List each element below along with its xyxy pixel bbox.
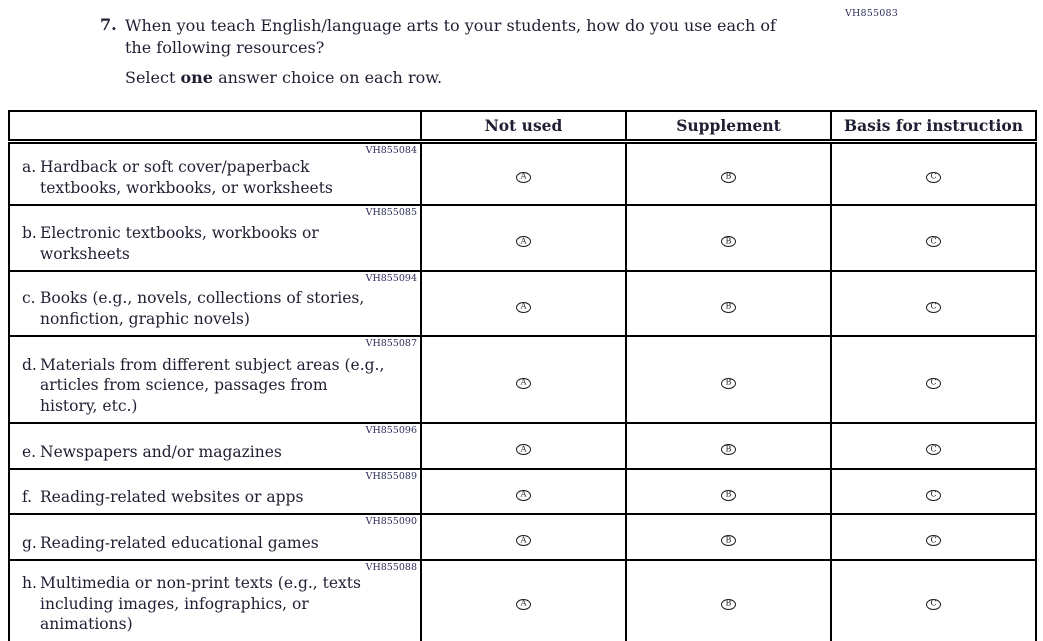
option-bubble-c[interactable] (926, 535, 941, 546)
form-code: VH855083 (845, 8, 899, 19)
item-cell (9, 469, 421, 514)
option-letter: C (930, 301, 937, 311)
option-bubble-b[interactable] (721, 490, 736, 501)
option-bubble-a[interactable] (516, 490, 531, 501)
answer-cell-supplement (626, 141, 831, 205)
row-code: VH855088 (365, 562, 417, 573)
answer-cell-supplement (626, 469, 831, 514)
item-cell (9, 560, 421, 641)
option-bubble-b[interactable] (721, 535, 736, 546)
option-letter: B (725, 236, 732, 245)
table-row (9, 560, 1036, 641)
option-letter: A (520, 598, 527, 608)
question-text: When you teach English/language arts to your students, how do you use each of the following resources? (125, 16, 776, 58)
option-bubble-c[interactable] (926, 302, 941, 313)
row-code: VH855096 (365, 425, 417, 436)
option-letter: C (930, 377, 937, 387)
item-cell (9, 141, 421, 205)
row-letter: e. (22, 442, 37, 461)
answer-cell-supplement (626, 271, 831, 336)
option-bubble-c[interactable] (926, 378, 941, 389)
row-code: VH855084 (365, 144, 417, 156)
answer-cell-basis (831, 423, 1036, 469)
option-letter: B (725, 301, 732, 311)
answer-cell-basis (831, 271, 1036, 336)
answer-cell-basis (831, 514, 1036, 560)
answer-cell-basis (831, 336, 1036, 423)
item-cell (9, 514, 421, 560)
row-text: Books (e.g., novels, collections of stories, nonfiction, graphic novels) (40, 289, 365, 328)
option-letter: B (725, 535, 732, 544)
row-code: VH855089 (365, 471, 417, 482)
item-cell (9, 423, 421, 469)
row-code: VH855094 (365, 273, 417, 284)
answer-cell-supplement (626, 205, 831, 271)
table-row (9, 423, 1036, 469)
option-bubble-c[interactable] (926, 444, 941, 455)
option-letter: B (725, 171, 732, 181)
question-block (100, 15, 787, 60)
answer-cell-basis (831, 205, 1036, 271)
answer-cell-not-used (421, 271, 626, 336)
answer-cell-supplement (626, 514, 831, 560)
row-text: Electronic textbooks, workbooks or worksheets (40, 224, 319, 263)
row-code: VH855090 (365, 516, 417, 527)
resource-use-table (8, 110, 1037, 641)
option-letter: C (930, 171, 937, 181)
row-text: Materials from different subject areas (e.g., articles from science, passages from history, etc.) (40, 355, 385, 415)
row-letter: c. (22, 289, 36, 308)
option-bubble-c[interactable] (926, 599, 941, 610)
option-letter: B (725, 489, 732, 499)
option-letter: C (930, 444, 937, 453)
row-letter: d. (22, 355, 37, 374)
option-bubble-b[interactable] (721, 599, 736, 610)
instruction-prefix: Select (125, 68, 181, 87)
option-letter: C (930, 236, 937, 245)
table-body (9, 141, 1036, 641)
answer-cell-not-used (421, 423, 626, 469)
table-row (9, 469, 1036, 514)
row-text: Reading-related educational games (40, 533, 319, 552)
option-letter: C (930, 535, 937, 544)
row-letter: g. (22, 533, 37, 552)
answer-cell-basis (831, 141, 1036, 205)
row-code: VH855087 (365, 338, 417, 349)
row-text: Reading-related websites or apps (40, 487, 304, 506)
row-code: VH855085 (365, 207, 417, 218)
header-blank-cell (9, 111, 421, 141)
table-row (9, 271, 1036, 336)
option-bubble-a[interactable] (516, 535, 531, 546)
header-not-used: Not used (421, 111, 626, 141)
option-bubble-b[interactable] (721, 302, 736, 313)
option-letter: A (520, 171, 527, 181)
item-cell (9, 271, 421, 336)
header-supplement: Supplement (626, 111, 831, 141)
question-number: 7. (100, 15, 117, 34)
item-cell (9, 205, 421, 271)
header-basis: Basis for instruction (831, 111, 1036, 141)
table-row (9, 514, 1036, 560)
question-instruction (125, 68, 442, 87)
option-letter: A (520, 444, 527, 453)
row-text: Newspapers and/or magazines (40, 442, 282, 461)
option-bubble-a[interactable] (516, 599, 531, 610)
option-bubble-a[interactable] (516, 236, 531, 247)
option-letter: A (520, 301, 527, 311)
option-letter: A (520, 535, 527, 544)
instruction-suffix: answer choice on each row. (212, 68, 443, 87)
option-letter: C (930, 489, 937, 499)
option-bubble-a[interactable] (516, 444, 531, 455)
option-bubble-c[interactable] (926, 490, 941, 501)
option-letter: B (725, 377, 732, 387)
answer-cell-not-used (421, 469, 626, 514)
option-letter: A (520, 377, 527, 387)
answer-cell-not-used (421, 560, 626, 641)
option-letter: B (725, 598, 732, 608)
row-letter: a. (22, 158, 37, 177)
row-text: Multimedia or non-print texts (e.g., texts including images, infographics, or animations) (40, 574, 361, 634)
instruction-bold-word: one (180, 68, 213, 87)
item-cell (9, 336, 421, 423)
row-letter: f. (22, 487, 33, 506)
answer-cell-basis (831, 469, 1036, 514)
answer-cell-supplement (626, 336, 831, 423)
row-text: Hardback or soft cover/paperback textbooks, workbooks, or worksheets (40, 158, 333, 197)
option-bubble-a[interactable] (516, 378, 531, 389)
option-letter: A (520, 489, 527, 499)
option-bubble-b[interactable] (721, 172, 736, 183)
option-bubble-c[interactable] (926, 172, 941, 183)
option-letter: A (520, 236, 527, 245)
option-bubble-b[interactable] (721, 378, 736, 389)
option-bubble-a[interactable] (516, 302, 531, 313)
answer-cell-not-used (421, 336, 626, 423)
option-bubble-a[interactable] (516, 172, 531, 183)
answer-cell-not-used (421, 205, 626, 271)
answer-cell-supplement (626, 560, 831, 641)
table-row (9, 141, 1036, 205)
option-bubble-b[interactable] (721, 444, 736, 455)
option-letter: C (930, 598, 937, 608)
row-letter: b. (22, 224, 37, 243)
answer-cell-supplement (626, 423, 831, 469)
row-letter: h. (22, 574, 37, 593)
table-row (9, 205, 1036, 271)
table-header (9, 111, 1036, 141)
table-row (9, 336, 1036, 423)
option-letter: B (725, 444, 732, 453)
option-bubble-b[interactable] (721, 236, 736, 247)
answer-cell-not-used (421, 141, 626, 205)
option-bubble-c[interactable] (926, 236, 941, 247)
answer-cell-not-used (421, 514, 626, 560)
answer-cell-basis (831, 560, 1036, 641)
